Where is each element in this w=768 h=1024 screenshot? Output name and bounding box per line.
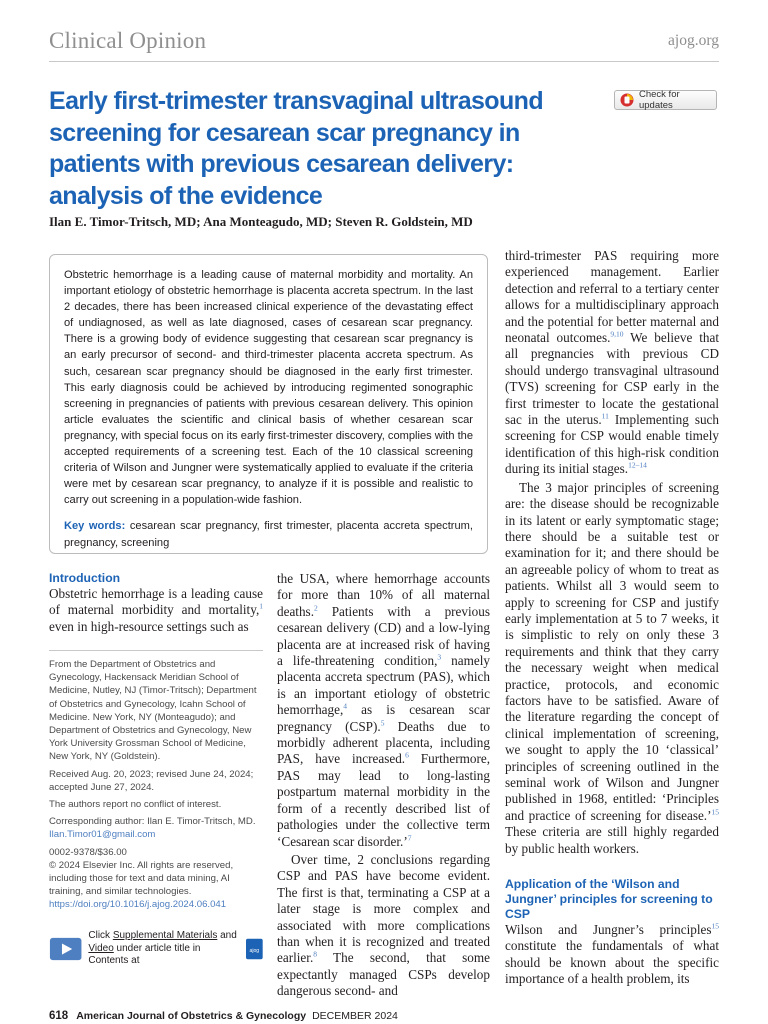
body-text-span: third-trimester PAS requiring more experienced management. Earlier detection and referral to a tertiary center allows for a multidisciplinary approach and the potential for better maternal and neonatal outcomes. — [505, 248, 719, 346]
reference-link[interactable]: 5 — [380, 718, 385, 728]
footnote-rule — [49, 650, 263, 651]
journal-site-link[interactable]: ajog.org — [668, 32, 719, 49]
copyright-block — [49, 846, 263, 912]
body-text-span: Obstetric hemorrhage is a leading cause of maternal morbidity and mortality, — [49, 586, 263, 618]
body-text-span: Patients with a previous cesarean delivery (CD) and a low-lying placenta are at increased risk of having a life-threatening condition, — [277, 603, 490, 669]
reference-link[interactable]: 4 — [343, 701, 348, 711]
ajog-logo-icon — [246, 938, 263, 960]
abstract-text: Obstetric hemorrhage is a leading cause of maternal morbidity and mortality. An important etiology of obstetric hemorrhage is placenta accreta spectrum. In the last 2 decades, there has been increased clinical experience of the devastating effect of undiagnosed, as well as late diagnosed, cases of cesarean scar pregnancy. There is a growing body of evidence suggesting that cesarean scar pregnancy is an early precursor of second- and third-trimester placenta accreta spectrum. As such, cesarean scar pregnancy should be diagnosed in the early first trimester. This early diagnosis could be achieved by introducing regimented sonographic screening in pregnancies of patients with previous cesarean delivery. This opinion article evaluates the scientific and clinical basis of whether cesarean scar pregnancy, with special focus on its early first-trimester discovery, complies with the accepted requirements of a screening test. Each of the 10 classical screening criteria of Wilson and Jungner were systematically applied to evaluate if the criteria were met by cesarean scar pregnancy, to analyze if it is possible and realistic to carry out screening in a population-wide fashion. — [64, 269, 473, 507]
supplemental-materials-link[interactable]: Supplemental Materials — [112, 930, 218, 942]
doi-link[interactable]: https://doi.org/10.1016/j.ajog.2024.06.041 — [49, 899, 227, 911]
check-for-updates-label: Check for updates — [638, 89, 680, 111]
keywords — [64, 518, 473, 550]
body-text-span: Deaths due to morbidly adherent placenta, including PAS, have increased. — [277, 718, 491, 767]
body-text-span: as is cesarean scar pregnancy (CSP). — [277, 702, 490, 734]
body-text-span: namely placenta accreta spectrum (PAS), which is an important etiology of obstetric hemorrhage, — [277, 653, 490, 718]
introduction-heading: Introduction — [49, 571, 121, 585]
conflict-statement: The authors report no conflict of interest. — [49, 799, 222, 811]
body-column-3 — [505, 248, 719, 988]
header-rule — [49, 61, 719, 62]
reference-link[interactable]: 12–14 — [628, 460, 647, 470]
ajog-badge-text: ajog — [249, 947, 260, 954]
body-text-span: We believe that all pregnancies with previous CD should undergo transvaginal ultrasound (TVS) screening for CSP early in the first trimester to locate the gestational sac in the uterus. — [505, 330, 719, 428]
body-text-span: The second, that some expectantly managed CSPs develop dangerous second- and — [277, 950, 490, 999]
paragraph — [505, 922, 719, 988]
journal-name: American Journal of Obstetrics & Gynecology — [76, 1010, 307, 1022]
copyright-notice: © 2024 Elsevier Inc. All rights are reserved, including those for text and data mining, AI training, and similar technologies. — [49, 859, 234, 898]
reference-link[interactable]: 2 — [314, 603, 318, 613]
abstract-box — [49, 254, 488, 554]
crossmark-icon — [620, 93, 634, 107]
reference-link[interactable]: 1 — [259, 602, 263, 612]
keywords-label: Key words: — [64, 520, 126, 533]
reference-link[interactable]: 3 — [437, 652, 442, 662]
body-text-span: even in high-resource settings such as — [49, 618, 249, 634]
supplement-middle: and — [217, 930, 237, 942]
received-dates: Received Aug. 20, 2023; revised June 24, 2024; accepted June 27, 2024. — [49, 768, 254, 793]
body-text-span: constitute the fundamentals of what should be known about the specific importance of a health problem, its — [505, 938, 719, 987]
body-text-span: Over time, 2 conclusions regarding CSP and PAS have become evident. The first is that, terminating a CSP at a later stage is more complex and associated with more complications than when it is recognized and treated earlier. — [277, 851, 490, 966]
author-list: Ilan E. Timor-Tritsch, MD; Ana Monteagudo, MD; Steven R. Goldstein, MD — [49, 214, 473, 229]
email-link[interactable]: Ilan.Timor01@gmail.com — [49, 829, 156, 841]
reference-link[interactable]: 15 — [711, 921, 719, 931]
section-label: Clinical Opinion — [49, 28, 207, 53]
reference-link[interactable]: 9,10 — [610, 329, 624, 339]
paragraph — [277, 571, 490, 850]
article-title: Early first-trimester transvaginal ultrasound screening for cesarean scar pregnancy in patients with previous cesarean delivery: analysis of the evidence — [49, 87, 543, 210]
intro-paragraph — [49, 586, 263, 635]
video-link[interactable]: Video — [88, 942, 114, 954]
corresponding-author — [49, 815, 263, 841]
reference-link[interactable]: 6 — [405, 751, 409, 761]
reference-link[interactable]: 7 — [407, 833, 412, 843]
section-heading-wilson-jungner: Application of the ‘Wilson and Jungner’ principles for screening to CSP — [505, 877, 713, 922]
supplement-suffix: under article title in Contents at — [88, 942, 201, 967]
body-text-span: the USA, where hemorrhage accounts for more than 10% of all maternal deaths. — [277, 571, 490, 619]
reference-link[interactable]: 8 — [313, 949, 317, 959]
body-text-span: Furthermore, PAS may lead to long-lasting postpartum maternal morbidity in the form of a recently described list of pathologies under the collective term ‘Cesarean scar disorder.’ — [277, 751, 490, 849]
corresponding-author-name: Corresponding author: Ilan E. Timor-Tritsch, MD. — [49, 816, 256, 828]
affiliations: From the Department of Obstetrics and Gynecology, Hackensack Meridian School of Medicine, Nutley, NJ (Timor-Tritsch); Department of Obstetrics and Gynecology, Icahn School of Medicine. New York, NY (Monteagudo); and Department of Obstetrics and Gynecology, New York University Grossman School of Medicine, New York, NY (Goldstein). — [49, 659, 257, 763]
body-text-span: These criteria are still highly regarded by public health workers. — [505, 824, 719, 856]
article-footnotes — [49, 658, 263, 916]
paragraph — [505, 480, 719, 857]
issue-date: DECEMBER 2024 — [312, 1010, 398, 1022]
body-column-2 — [277, 571, 490, 1000]
paragraph — [505, 248, 719, 478]
body-text-span: Wilson and Jungner’s principles — [505, 922, 712, 938]
body-text-span: Implementing such screening for CSP would enable timely identification of this high-risk condition during its initial stages. — [505, 412, 720, 477]
paragraph — [277, 852, 490, 1000]
body-text-span: The 3 major principles of screening are: the disease should be recognizable in its latent or early symptomatic stage; there should be a suitable test or examination for it; and there should be an agreeable policy of whom to treat as patients. Whilst all 3 would seem to apply to screening for CSP and justify early implementation at 5 to 7 weeks, it is simplistic to rely on only these 3 requirements and think that they carry the necessary weight when medical practice, protocols, and economic factors have to be satisfied. Aware of the literature regarding the concept of clinical implementation of screening, we sought to apply the 10 ‘classical’ principles of screening outlined in the seminal work of Wilson and Jungner published in 1968, entitled: ‘Principles and practice of screening for disease.’ — [505, 479, 719, 823]
video-icon — [49, 936, 82, 962]
page-number: 618 — [49, 1010, 69, 1022]
page-footer — [49, 1010, 398, 1022]
reference-link[interactable]: 15 — [711, 807, 719, 817]
keywords-list: cesarean scar pregnancy, first trimester, placenta accreta spectrum, pregnancy, screening — [64, 520, 473, 549]
reference-link[interactable]: 11 — [601, 411, 609, 421]
issn: 0002-9378/$36.00 — [49, 846, 127, 858]
check-for-updates-button[interactable] — [614, 90, 717, 110]
supplemental-materials-note — [49, 930, 263, 967]
supplement-prefix: Click — [88, 930, 113, 942]
